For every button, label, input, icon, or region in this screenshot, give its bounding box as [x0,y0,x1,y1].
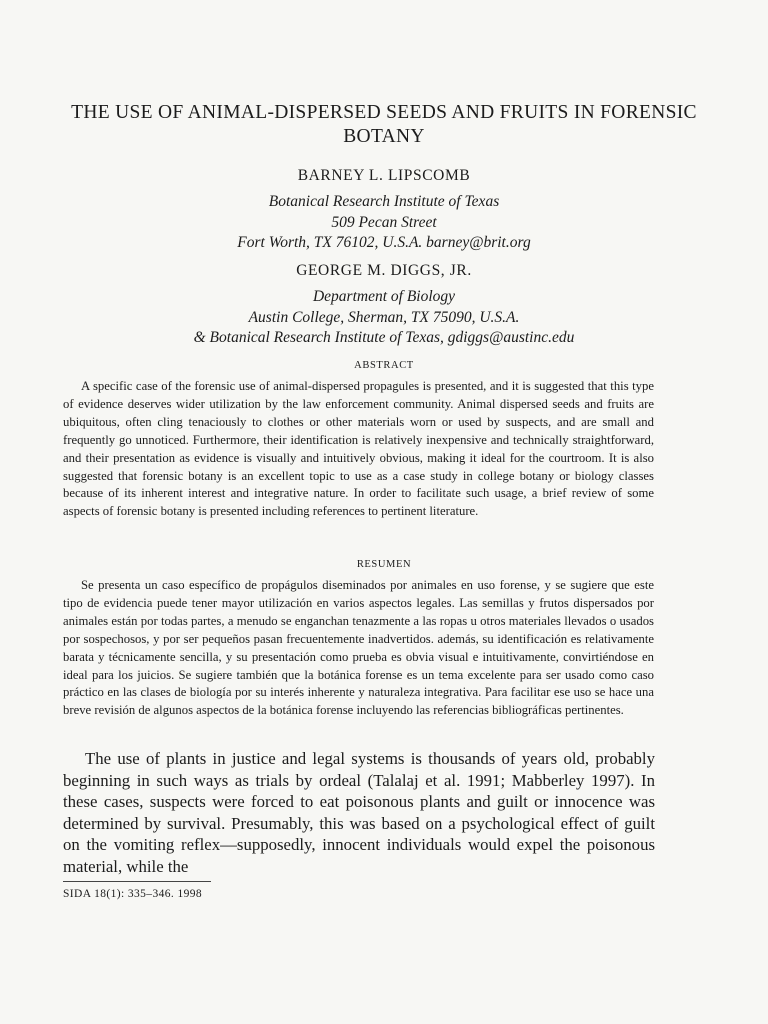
journal-citation: SIDA 18(1): 335–346. 1998 [63,888,203,900]
resumen-heading: RESUMEN [356,559,412,570]
body-paragraph: The use of plants in justice and legal systems is thousands of years old, probably beginning in such ways as trials by ordeal (Talalaj et al. 1991; Mabberley 1997). In these cases, suspects were forced to eat poisonous plants and guilt or innocence was determined by survival. Presumably, this was based on a psychological effect of guilt on the vomiting reflex—supposedly, innocent individuals would expel the poisonous material, while the [63,749,655,876]
author-2-name: GEORGE M. DIGGS, JR. [296,262,472,279]
author-2-affiliation [60,287,708,349]
affiliation-line: Department of Biology [312,288,456,305]
affiliation-line: & Botanical Research Institute of Texas, gdiggs@austinc.edu [193,329,575,346]
footnote-divider [63,881,211,882]
affiliation-line: Botanical Research Institute of Texas [268,193,500,210]
author-1-name: BARNEY L. LIPSCOMB [297,167,471,184]
abstract-heading: ABSTRACT [354,360,414,371]
author-1-affiliation [60,192,708,254]
affiliation-line: Fort Worth, TX 76102, U.S.A. barney@brit.org [237,234,531,251]
abstract-text: A specific case of the forensic use of animal-dispersed propagules is presented, and it is suggested that this type of evidence deserves wider utilization by the law enforcement community. Animal dispersed seeds and fruits are ubiquitous, often cling tenaciously to clothes or other materials worn or used by suspects, and are small and frequently go unnoticed. Furthermore, their identification is relatively inexpensive and technically straightforward, and their presentation as evidence is visually and intuitively obvious, making it ideal for the courtroom. It is also suggested that forensic botany is an excellent topic to use as a case study in college botany or biology classes because of its inherent interest and integrative nature. In order to facilitate such usage, a brief review of some aspects of forensic botany is presented including references to pertinent literature. [63,379,654,519]
paper-title: THE USE OF ANIMAL-DISPERSED SEEDS AND FRUITS IN FORENSIC BOTANY [71,102,697,147]
resumen-text: Se presenta un caso específico de propágulos diseminados por animales en uso forense, y se sugiere que este tipo de evidencia puede tener mayor utilización en varios aspectos legales. Las semillas y frutos dispersados por animales están por todas partes, a menudo se enganchan tenazmente a las ropas u otros materiales llevados o usados por sospechosos, y por ser pequeños pasan frecuentemente inadvertidos. además, su identificación es relativamente barata y técnicamente sencilla, y su presentación como prueba es obvia visual e intuitivamente, convirtiéndose en ideal para los juicios. Se sugiere también que la botánica forense es un tema excelente para ser usado como caso práctico en las clases de biología por su interés inherente y naturaleza integrativa. Para facilitar ese uso se hace una breve revisión de algunos aspectos de la botánica forense incluyendo las referencias bibliográficas pertinentes. [63,578,654,718]
affiliation-line: Austin College, Sherman, TX 75090, U.S.A. [248,308,520,326]
affiliation-line: 509 Pecan Street [331,213,437,231]
